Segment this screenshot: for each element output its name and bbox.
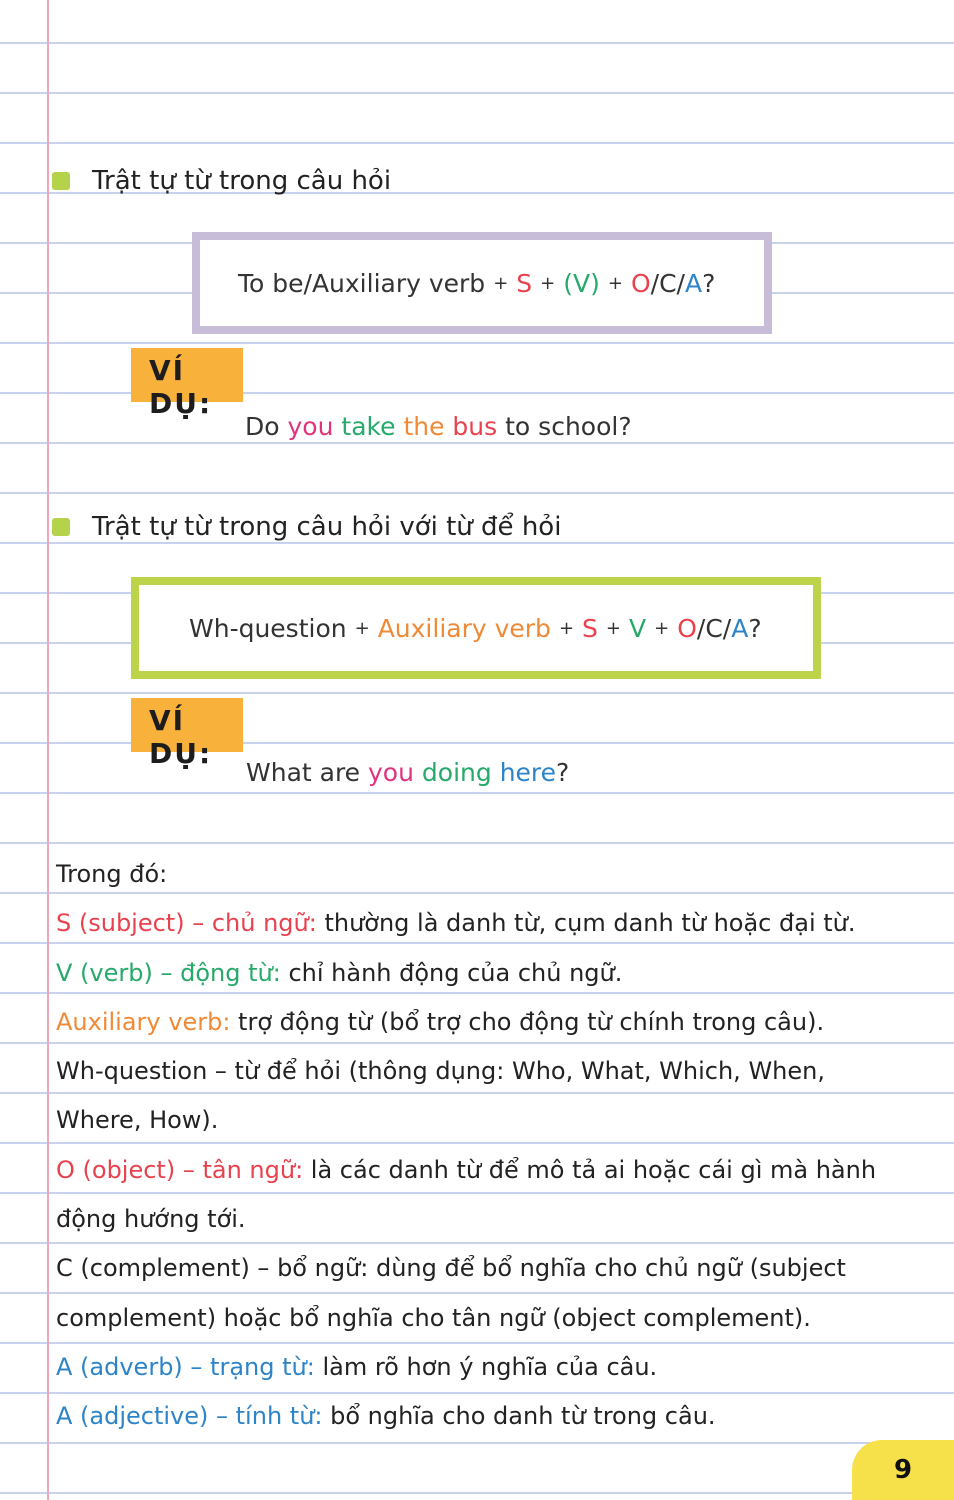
formula-question-mark: ? [748, 613, 762, 643]
term-adjective: A (adjective) – tính từ: [56, 1402, 323, 1431]
example-word-object: bus [452, 412, 498, 441]
formula-slash: / [696, 613, 706, 643]
formula-plus: + [654, 617, 670, 639]
formula-question-mark: ? [702, 268, 716, 298]
formula-complement: C [659, 268, 677, 298]
formula-subject: S [516, 268, 533, 298]
formula-aux: To be/Auxiliary verb [238, 268, 486, 298]
formula-slash: / [722, 613, 732, 643]
formula-plus: + [605, 617, 621, 639]
formula-complement: C [705, 613, 723, 643]
term-subject: S (subject) – chủ ngữ: [56, 909, 317, 938]
example-sentence-1 [245, 412, 632, 441]
bullet-icon [52, 172, 70, 190]
definition-text: làm rõ hơn ý nghĩa của câu. [314, 1352, 658, 1381]
example-sentence-2 [246, 758, 569, 787]
definition-object-cont: động hướng tới. [56, 1205, 246, 1234]
heading-text: Trật tự từ trong câu hỏi với từ để hỏi [92, 512, 562, 542]
definition-complement-cont: complement) hoặc bổ nghĩa cho tân ngữ (object complement). [56, 1303, 811, 1332]
formula-adverb: A [731, 613, 749, 643]
term-object: O (object) – tân ngữ: [56, 1155, 304, 1184]
formula-verb: V [629, 613, 647, 643]
formula-object: O [630, 268, 651, 298]
formula-plus: + [540, 272, 556, 294]
formula-box-yes-no-question [192, 232, 772, 334]
definition-adjective [56, 1392, 936, 1441]
formula-plus: + [354, 617, 370, 639]
example-word: the [403, 412, 445, 441]
term-adverb: A (adverb) – trạng từ: [56, 1352, 315, 1381]
term-auxiliary: Auxiliary verb: [56, 1007, 231, 1036]
section-heading-question-order [52, 166, 391, 196]
definition-text: trợ động từ (bổ trợ cho động từ chính trong câu). [230, 1007, 825, 1036]
term-verb: V (verb) – động từ: [56, 958, 281, 987]
notebook-margin-line [47, 0, 49, 1500]
definition-text: bổ nghĩa cho danh từ trong câu. [322, 1402, 716, 1431]
definition-object [56, 1146, 936, 1195]
formula-slash: / [650, 268, 660, 298]
formula-object: O [677, 613, 697, 643]
bullet-icon [52, 518, 70, 536]
example-word: What are [246, 758, 361, 787]
example-label: VÍ DỤ: [131, 698, 243, 752]
definition-subject [56, 899, 936, 948]
formula-box-wh-question [131, 577, 821, 679]
section-heading-wh-question-order [52, 512, 561, 542]
definition-text: thường là danh từ, cụm danh từ hoặc đại từ. [316, 909, 856, 938]
definition-auxiliary [56, 998, 936, 1047]
definition-complement: C (complement) – bổ ngữ: dùng để bổ nghĩa cho chủ ngữ (subject [56, 1254, 846, 1283]
definition-wh-question: Wh-question – từ để hỏi (thông dụng: Who, What, Which, When, [56, 1057, 825, 1086]
formula-plus: + [493, 272, 509, 294]
formula-adverb: A [684, 268, 703, 298]
definitions-list [56, 850, 936, 1442]
definition-wh-question-cont: Where, How). [56, 1106, 219, 1135]
definitions-intro: Trong đó: [56, 860, 168, 888]
definition-adverb [56, 1343, 936, 1392]
formula-wh: Wh-question [189, 613, 347, 643]
example-word: Do [245, 412, 280, 441]
heading-text: Trật tự từ trong câu hỏi [92, 166, 392, 196]
definition-text: là các danh từ để mô tả ai hoặc cái gì mà hành [303, 1155, 877, 1184]
example-word: to school? [505, 412, 632, 441]
definition-text: chỉ hành động của chủ ngữ. [280, 958, 623, 987]
definition-verb [56, 949, 936, 998]
example-word-subject: you [368, 758, 414, 787]
example-label: VÍ DỤ: [131, 348, 243, 402]
formula-subject: S [582, 613, 598, 643]
page-number-badge: 9 [852, 1440, 954, 1500]
example-word: ? [556, 758, 570, 787]
formula-plus: + [558, 617, 575, 639]
formula-aux: Auxiliary verb [377, 613, 551, 643]
formula-slash: / [676, 268, 685, 298]
example-word-subject: you [287, 412, 334, 441]
example-word-verb: take [341, 412, 396, 441]
example-word-adverb: here [499, 758, 557, 787]
formula-plus: + [607, 272, 623, 294]
example-word-verb: doing [421, 758, 492, 787]
formula-verb: (V) [563, 268, 600, 298]
